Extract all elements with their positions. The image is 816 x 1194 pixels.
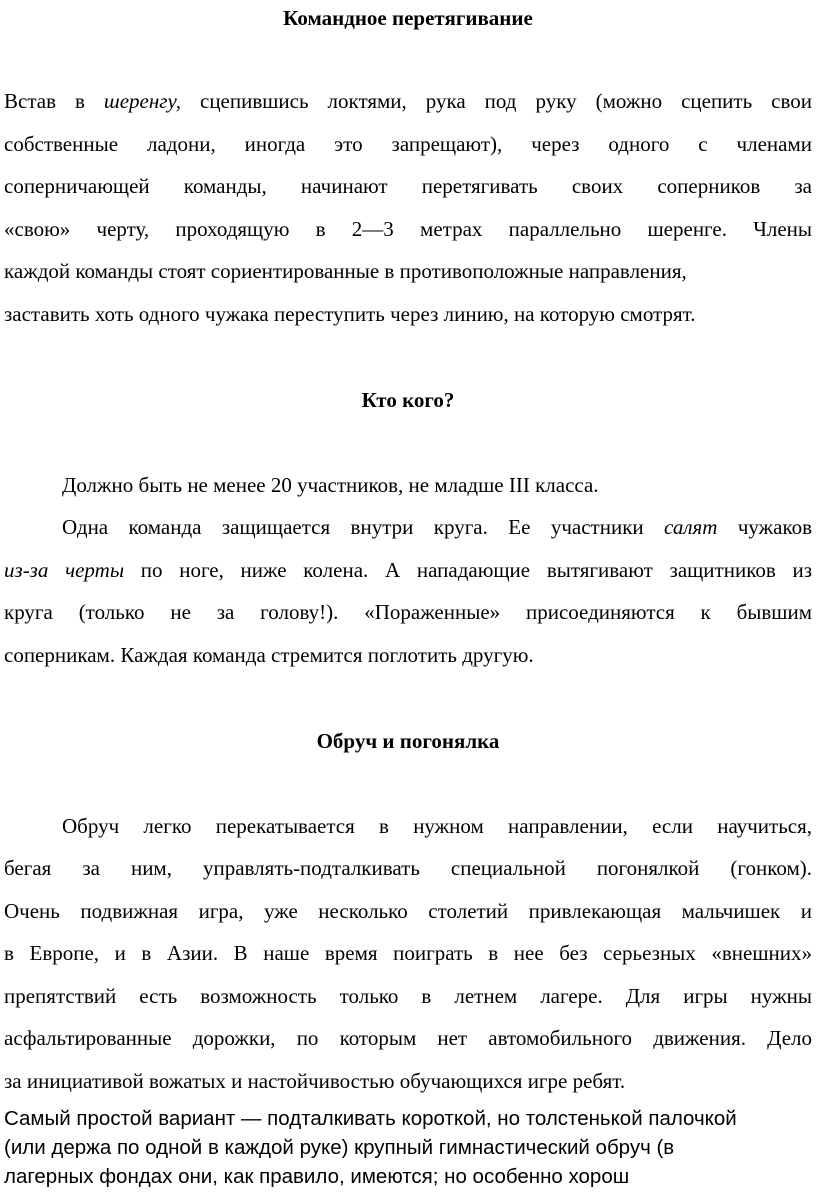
paragraph-line: «свою» черту, проходящую в 2—3 метрах параллельно шеренге. Члены xyxy=(4,217,812,241)
text-run: Одна команда защищается внутри круга. Ее участники xyxy=(62,515,665,539)
italic-term: из-за черты xyxy=(4,558,125,582)
text-run: Встав в xyxy=(4,89,104,113)
paragraph-line: Очень подвижная игра, уже несколько столетий привлекающая мальчишек и xyxy=(4,899,812,923)
paragraph-line xyxy=(4,88,812,114)
paragraph-line: за инициативой вожатых и настойчивостью обучающихся игре ребят. xyxy=(4,1069,626,1093)
paragraph-line: бегая за ним, управлять-подталкивать специальной погонялкой (гонком). xyxy=(4,856,812,880)
paragraph-line: в Европе, и в Азии. В наше время поиграть в нее без серьезных «внешних» xyxy=(4,941,812,965)
paragraph-line xyxy=(62,514,812,540)
heading-team-tug: Командное перетягивание xyxy=(283,6,533,30)
paragraph-line-sans: лагерных фондах они, как правило, имеются; но особенно хорош xyxy=(4,1165,630,1188)
paragraph-line: препятствий есть возможность только в летнем лагере. Для игры нужны xyxy=(4,984,812,1008)
italic-term: салят xyxy=(664,515,718,539)
italic-term: шеренгу, xyxy=(103,89,182,113)
paragraph-line: собственные ладони, иногда это запрещают), через одного с членами xyxy=(4,132,812,156)
heading-hoop-driver: Обруч и погонялка xyxy=(316,729,500,753)
paragraph-line xyxy=(4,557,812,583)
paragraph-line: соперникам. Каждая команда стремится поглотить другую. xyxy=(4,643,534,667)
paragraph-line: соперничающей команды, начинают перетягивать своих соперников за xyxy=(4,174,812,198)
paragraph-line: каждой команды стоят сориентированные в противоположные направления, xyxy=(4,259,687,283)
paragraph-line: Обруч легко перекатывается в нужном направлении, если научиться, xyxy=(62,814,812,838)
paragraph-line-sans: (или держа по одной в каждой руке) крупный гимнастический обруч (в xyxy=(4,1136,675,1159)
paragraph-line: асфальтированные дорожки, по которым нет автомобильного движения. Дело xyxy=(4,1026,812,1050)
text-run: по ноге, ниже колена. А нападающие вытягивают защитников из xyxy=(124,558,812,582)
heading-who-whom: Кто кого? xyxy=(361,388,455,412)
paragraph-line: заставить хоть одного чужака переступить через линию, на которую смотрят. xyxy=(4,302,696,326)
text-run: сцепившись локтями, рука под руку (можно сцепить свои xyxy=(181,89,812,113)
paragraph-line: круга (только не за голову!). «Пораженные» присоединяются к бывшим xyxy=(4,600,812,624)
paragraph-line: Должно быть не менее 20 участников, не младше III класса. xyxy=(62,473,599,497)
text-run: чужаков xyxy=(717,515,812,539)
paragraph-line-sans: Самый простой вариант — подталкивать короткой, но толстенькой палочкой xyxy=(4,1107,737,1130)
